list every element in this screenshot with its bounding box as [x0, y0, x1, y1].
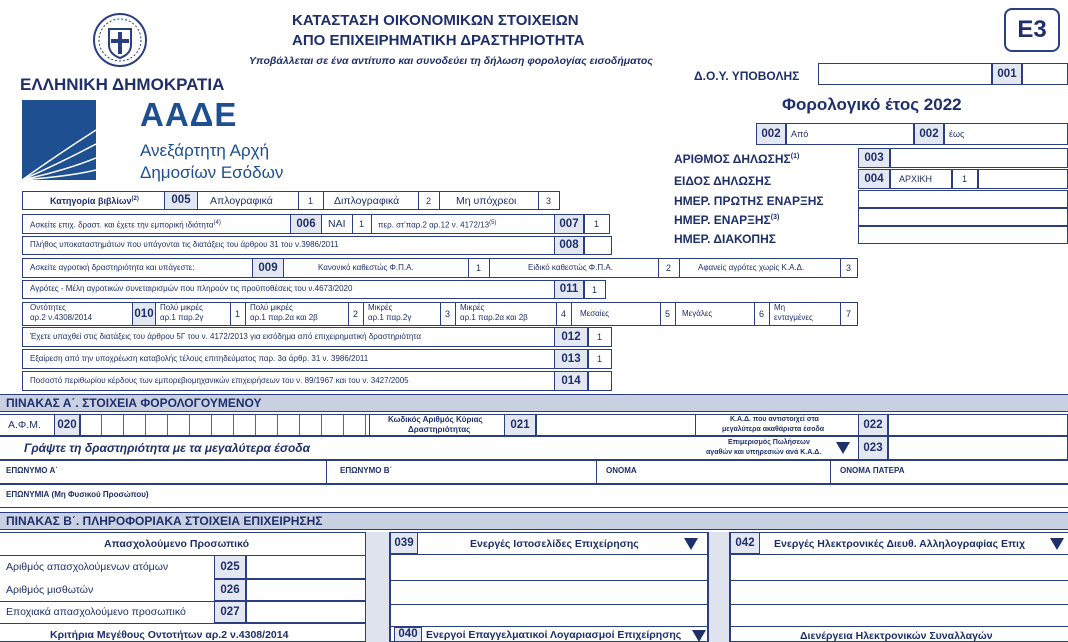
r009-opt2: Ειδικό καθεστώς Φ.Π.Α. [528, 263, 613, 272]
tax-year-label: Φορολογικό έτος 2022 [782, 95, 962, 114]
r007-label [378, 220, 496, 230]
r010-n7-checkbox[interactable] [840, 302, 858, 326]
r010-o7b: ενταγμένες [774, 313, 813, 322]
books-opt1: Απλογραφικά [210, 195, 273, 207]
r006-n: 1 [359, 219, 365, 229]
doy-field[interactable] [818, 63, 992, 85]
books-code: 005 [164, 191, 198, 210]
name-divider-3 [830, 460, 831, 484]
r009-n1: 1 [476, 263, 482, 273]
r012-label: Έχετε υπαχθεί στις διατάξεις του άρθρου 5Γ του ν. 4172/2013 για εισόδημα από επιχειρηματική δραστηριότητα [30, 332, 421, 341]
r013-checkbox[interactable] [588, 349, 612, 369]
r010-n1-checkbox[interactable] [230, 302, 246, 326]
web-field-4[interactable] [390, 626, 708, 627]
first-start-field[interactable] [858, 190, 1068, 208]
form-code: Ε3 [1017, 16, 1047, 43]
name-divider-2 [596, 460, 597, 484]
r010-n3: 3 [445, 309, 451, 319]
acct-dropdown-icon[interactable] [692, 630, 706, 642]
r007-checkbox[interactable] [584, 214, 610, 234]
r010-o5: Μεσαίες [580, 309, 609, 318]
staff3-label: Εποχιακά απασχολούμενο προσωπικό [6, 606, 186, 618]
r013-code: 013 [554, 349, 588, 369]
end-field[interactable] [858, 226, 1068, 244]
email-code: 042 [730, 532, 760, 554]
r010-n1: 1 [235, 309, 241, 319]
staff2-label: Αριθμός μισθωτών [6, 584, 94, 596]
r009-n3: 3 [846, 263, 852, 273]
r013-label: Εξαίρεση από την υποχρέωση καταβολής τέλους επιτηδεύματος παρ. 3α άρθρ. 31 ν. 3986/2011 [30, 354, 369, 363]
web-field-3[interactable] [390, 604, 708, 605]
greek-emblem-icon [92, 12, 148, 68]
kad2-code: 022 [858, 414, 888, 436]
r014-code: 014 [554, 371, 588, 391]
r010-n6: 6 [759, 309, 765, 319]
start-field[interactable] [858, 208, 1068, 226]
r009-opt3: Αφανείς αγρότες χωρίς Κ.Α.Δ. [698, 263, 805, 272]
r010-o7a: Μη [774, 303, 786, 312]
books-opt2: Διπλογραφικά [334, 195, 400, 207]
afm-digit-lines [80, 414, 370, 436]
acct-code: 040 [394, 627, 422, 642]
r010-o2b: αρ.1 παρ.2α και 2β [250, 313, 318, 322]
r010-o4a: Μικρές [460, 303, 485, 312]
decl-type-checkbox[interactable] [952, 169, 978, 189]
decl-number-code: 003 [858, 148, 890, 168]
r011-n: 1 [592, 285, 598, 295]
r010-o2a: Πολύ μικρές [250, 303, 293, 312]
r006-sup: (4) [213, 220, 221, 226]
r006-code: 006 [290, 214, 322, 234]
r009-opt1: Κανονικό καθεστώς Φ.Π.Α. [318, 263, 414, 272]
r009-n3-checkbox[interactable] [840, 258, 858, 278]
r007-label-text: περ. στ'παρ.2 αρ.12 ν. 4172/13 [378, 220, 490, 230]
form-title-line2: ΑΠΟ ΕΠΙΧΕΙΡΗΜΑΤΙΚΗ ΔΡΑΣΤΗΡΙΟΤΗΤΑ [292, 32, 585, 49]
r009-code: 009 [252, 258, 284, 278]
kad-code: 021 [504, 414, 536, 436]
surname-a-label: ΕΠΩΝΥΜΟ Α΄ [6, 466, 58, 475]
aade-logo-icon [22, 100, 96, 180]
aade-subtitle-2: Δημοσίων Εσόδων [140, 163, 284, 182]
doy-label: Δ.Ο.Υ. ΥΠΟΒΟΛΗΣ [694, 69, 800, 83]
staff3-field[interactable] [246, 601, 366, 623]
criteria-label: Κριτήρια Μεγέθους Οντοτήτων αρ.2 ν.4308/2014 [50, 629, 289, 641]
r010-o3a: Μικρές [368, 303, 393, 312]
start-text: ΗΜΕΡ. ΕΝΑΡΞΗΣ [674, 213, 771, 227]
ecom-label: Διενέργεια Ηλεκτρονικών Συναλλαγών [800, 630, 993, 642]
decl-type-num: 1 [962, 174, 968, 184]
doy-extra-field[interactable] [1022, 63, 1068, 85]
period-from-code: 002 [756, 123, 786, 145]
r006-label-text: Ασκείτε επιχ. δραστ. και έχετε την εμπορική ιδιότητα [30, 220, 214, 230]
r010-n2-checkbox[interactable] [348, 302, 364, 326]
r009-n2: 2 [666, 263, 672, 273]
father-label: ΟΝΟΜΑ ΠΑΤΕΡΑ [840, 466, 905, 475]
staff-header: Απασχολούμενο Προσωπικό [104, 538, 249, 550]
decl-type-label: ΕΙΔΟΣ ΔΗΛΩΣΗΣ [674, 174, 772, 188]
company-label: ΕΠΩΝΥΜΙΑ (Μη Φυσικού Προσώπου) [6, 490, 149, 499]
books-n1: 1 [308, 196, 314, 206]
r010-o6: Μεγάλες [682, 309, 713, 318]
email-field-2[interactable] [730, 580, 1068, 581]
r007-sup: (5) [489, 220, 497, 226]
r010-n7: 7 [846, 309, 852, 319]
republic-label: ΕΛΛΗΝΙΚΗ ΔΗΜΟΚΡΑΤΙΑ [20, 75, 225, 94]
decl-number-label [674, 153, 799, 165]
decl-number-field[interactable] [890, 148, 1068, 168]
kad2-label1: Κ.Α.Δ. που αντιστοιχεί στα [730, 416, 819, 423]
split-dropdown-icon[interactable] [836, 442, 850, 454]
kad-field[interactable] [536, 414, 696, 436]
decl-type-field[interactable] [890, 169, 952, 189]
web-field-2[interactable] [390, 580, 708, 581]
aade-subtitle-1: Ανεξάρτητη Αρχή [140, 141, 270, 160]
email-field-1[interactable] [730, 554, 1068, 555]
web-code: 039 [390, 532, 418, 554]
kad2-field[interactable] [888, 414, 1068, 436]
decl-type-code: 004 [858, 169, 890, 189]
kad-label2: Δραστηριότητας [408, 425, 471, 434]
staff2-field[interactable] [246, 579, 366, 601]
decl-number-sup: (1) [790, 153, 800, 160]
books-n3-checkbox[interactable] [538, 191, 560, 210]
end-label: ΗΜΕΡ. ΔΙΑΚΟΠΗΣ [674, 232, 776, 246]
r012-checkbox[interactable] [588, 327, 612, 347]
web-field-1[interactable] [390, 554, 708, 555]
staff1-code: 025 [214, 555, 246, 579]
kad2-label2: μεγαλύτερα ακαθάριστα έσοδα [722, 426, 825, 433]
books-n2-checkbox[interactable] [418, 191, 440, 210]
name-label: ΟΝΟΜΑ [606, 466, 637, 475]
books-n1-checkbox[interactable] [298, 191, 324, 210]
gutter-1 [366, 532, 390, 642]
r010-n2: 2 [353, 309, 359, 319]
decl-type-value: ΑΡΧΙΚΗ [899, 174, 933, 184]
r010-n5-checkbox[interactable] [660, 302, 676, 326]
r006-yes: ΝΑΙ [328, 218, 346, 230]
r010-label1: Οντότητες [30, 303, 66, 312]
afm-code: 020 [54, 414, 80, 436]
r008-label: Πλήθος υποκαταστημάτων που υπάγονται τις διατάξεις του άρθρου 31 του ν.3986/2011 [30, 240, 339, 249]
name-row [0, 460, 1068, 484]
r010-n5: 5 [665, 309, 671, 319]
form-code-badge [1004, 8, 1060, 52]
r009-n2-checkbox[interactable] [658, 258, 680, 278]
r011-label: Αγρότες - Μέλη αγροτικών συνεταιρισμών που πληρούν τις προϋποθέσεις του ν.4673/2020 [30, 284, 353, 293]
period-to-code: 002 [914, 123, 944, 145]
period-to-field[interactable] [944, 123, 1068, 145]
first-start-label: ΗΜΕΡ. ΠΡΩΤΗΣ ΕΝΑΡΞΗΣ [674, 194, 824, 208]
books-label [50, 196, 139, 206]
staff1-label: Αριθμός απασχολούμενων ατόμων [6, 561, 169, 573]
r011-checkbox[interactable] [584, 280, 606, 299]
r010-o3b: αρ.1 παρ.2γ [368, 313, 412, 322]
form-subtitle: Υποβάλλεται σε ένα αντίτυπο και συνοδεύει τη δήλωση φορολογίας εισοδήματος [249, 55, 653, 67]
r006-label [30, 220, 221, 230]
email-field-3[interactable] [730, 604, 1068, 605]
r006-checkbox[interactable] [352, 214, 372, 234]
r010-o4b: αρ.1 παρ.2α και 2β [460, 313, 528, 322]
staff-line-3 [0, 623, 366, 624]
r012-code: 012 [554, 327, 588, 347]
r009-n1-checkbox[interactable] [468, 258, 490, 278]
acct-label: Ενεργοί Επαγγελματικοί Λογαριασμοί Επιχείρησης [426, 629, 682, 641]
doy-code: 001 [992, 63, 1022, 85]
r010-n6-checkbox[interactable] [754, 302, 770, 326]
staff1-field[interactable] [246, 555, 366, 579]
books-n2: 2 [426, 196, 432, 206]
r010-label2: αρ.2 ν.4308/2014 [30, 313, 93, 322]
decl-type-extra[interactable] [978, 169, 1068, 189]
r007-code: 007 [554, 214, 584, 234]
r009-label: Ασκείτε αγροτική δραστηριότητα και υπάγεστε: [30, 263, 195, 272]
split-label1: Επιμερισμός Πωλήσεων [728, 439, 810, 446]
table-a-title: ΠΙΝΑΚΑΣ Α΄. ΣΤΟΙΧΕΙΑ ΦΟΡΟΛΟΓΟΥΜΕΝΟΥ [6, 396, 262, 410]
email-dropdown-icon[interactable] [1050, 538, 1064, 550]
form-title-line1: ΚΑΤΑΣΤΑΣΗ ΟΙΚΟΝΟΜΙΚΩΝ ΣΤΟΙΧΕΙΩΝ [292, 12, 579, 29]
aade-title: ΑΑΔΕ [140, 96, 238, 133]
activity-label: Γράψτε τη δραστηριότητα με τα μεγαλύτερα έσοδα [24, 441, 311, 455]
split-label2: αγαθών και υπηρεσιών ανά Κ.Α.Δ. [706, 449, 822, 456]
r010-o1a: Πολύ μικρές [160, 303, 203, 312]
email-field-4[interactable] [730, 626, 1068, 627]
r014-label: Ποσοστό περιθωρίου κέρδους των εμπορεβιομηχανικών επιχειρήσεων του ν. 89/1967 και του ν. 3427/2005 [30, 376, 409, 385]
gutter-2 [708, 532, 730, 642]
name-divider-1 [326, 460, 327, 484]
r010-code: 010 [132, 302, 156, 326]
r014-field[interactable] [588, 371, 612, 391]
kad-label1: Κωδικός Αριθμός Κύριας [388, 415, 483, 424]
web-dropdown-icon[interactable] [684, 538, 698, 550]
start-label [674, 214, 779, 226]
r012-n: 1 [597, 332, 603, 342]
start-sup: (3) [770, 214, 780, 221]
surname-b-label: ΕΠΩΝΥΜΟ Β΄ [340, 466, 393, 475]
r010-n4: 4 [561, 309, 567, 319]
r010-n4-checkbox[interactable] [556, 302, 572, 326]
books-opt3: Μη υπόχρεοι [456, 195, 517, 207]
r008-code: 008 [554, 236, 584, 255]
r007-n: 1 [594, 219, 600, 229]
r011-code: 011 [554, 280, 584, 299]
split-field[interactable] [888, 436, 1068, 460]
r013-n: 1 [597, 354, 603, 364]
r010-n3-checkbox[interactable] [440, 302, 456, 326]
email-label: Ενεργές Ηλεκτρονικές Διευθ. Αλληλογραφίας Επιχ [774, 538, 1026, 550]
afm-label: Α.Φ.Μ. [8, 419, 41, 431]
staff2-code: 026 [214, 579, 246, 601]
web-label: Ενεργές Ιστοσελίδες Επιχείρησης [470, 538, 639, 550]
decl-number-text: ΑΡΙΘΜΟΣ ΔΗΛΩΣΗΣ [674, 152, 791, 166]
period-from-label: Από [791, 129, 809, 139]
staff3-code: 027 [214, 601, 246, 623]
books-sup: (2) [131, 196, 139, 202]
books-n3: 3 [546, 196, 552, 206]
r010-o1b: αρ.1 παρ.2γ [160, 313, 204, 322]
split-code: 023 [858, 436, 888, 460]
books-label-text: Κατηγορία βιβλίων [50, 196, 132, 206]
period-from-field[interactable] [786, 123, 914, 145]
table-b-title: ΠΙΝΑΚΑΣ Β΄. ΠΛΗΡΟΦΟΡΙΑΚΑ ΣΤΟΙΧΕΙΑ ΕΠΙΧΕΙΡΗΣΗΣ [6, 514, 323, 528]
period-to-label: έως [949, 129, 965, 139]
r008-field[interactable] [584, 236, 612, 255]
company-row[interactable] [0, 484, 1068, 508]
